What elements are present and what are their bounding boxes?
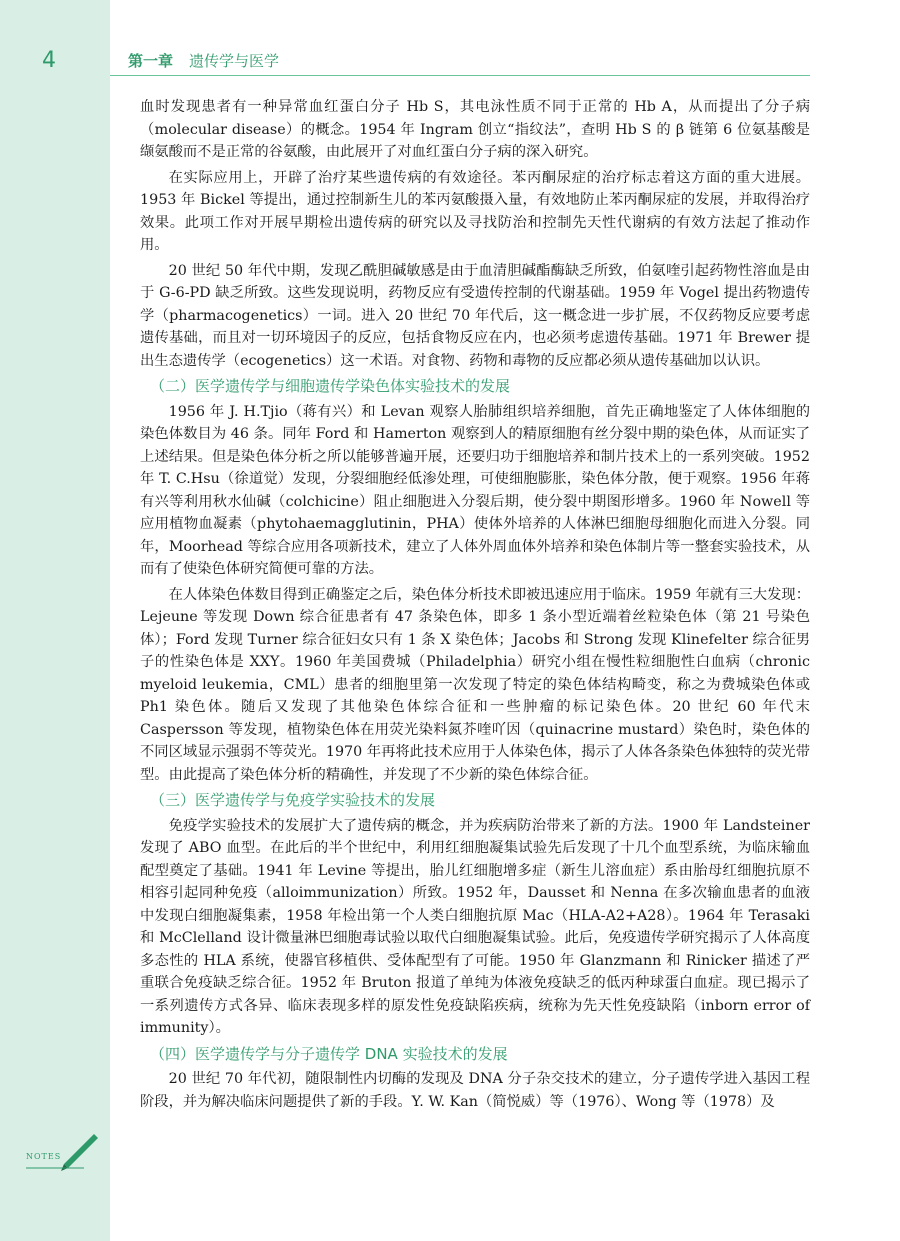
paragraph: 在人体染色体数目得到正确鉴定之后，染色体分析技术即被迅速应用于临床。1959 年就有三大发现：Lejeune 等发现 Down 综合征患者有 47 条染色体，即多 1 条小型近端着丝粒染色体（第 21 号染色体）；Ford 发现 Turner 综合征妇女只有 1 条 X 染色体；Jacobs 和 Strong 发现 Klinefelter 综合征男子的性染色体是 XXY。1960 年美国费城（Philadelphia）研究小组在慢性粒细胞性白血病（chronic myeloid leukemia，CML）患者的细胞里第一次发现了特定的染色体结构畸变，称之为费城染色体或 Ph1 染色体。随后又发现了其他染色体综合征和一些肿瘤的标记染色体。20 世纪 60 年代末 Caspersson 等发现，植物染色体在用荧光染料氮芥喹吖因（quinacrine mustard）染色时，染色体的不同区域显示强弱不等荧光。1970 年再将此技术应用于人体染色体，揭示了人体各条染色体独特的荧光带型。由此提高了染色体分析的精确性，并发现了不少新的染色体综合征。 [140,586,810,783]
chapter-label: 第一章 [128,52,174,70]
running-header [128,50,808,71]
notes-area [24,1130,104,1174]
notes-label: NOTES [26,1152,62,1161]
section-heading: （四）医学遗传学与分子遗传学 DNA 实验技术的发展 [150,1044,508,1063]
paragraph: 20 世纪 50 年代中期，发现乙酰胆碱敏感是由于血清胆碱酯酶缺乏所致，伯氨喹引起药物性溶血是由于 G-6-PD 缺乏所致。这些发现说明，药物反应有受遗传控制的代谢基础。1959 年 Vogel 提出药物遗传学（pharmacogenetics）一词。进入 20 世纪 70 年代后，这一概念进一步扩展，不仅药物反应要考虑遗传基础，而且对一切环境因子的反应，包括食物反应在内，也必须考虑遗传基础。1971 年 Brewer 提出生态遗传学（ecogenetics）这一术语。对食物、药物和毒物的反应都必须从遗传基础加以认识。 [140,262,810,369]
section-heading: （二）医学遗传学与细胞遗传学染色体实验技术的发展 [150,377,511,395]
paragraph: 20 世纪 70 年代初，随限制性内切酶的发现及 DNA 分子杂交技术的建立，分子遗传学进入基因工程阶段，并为解决临床问题提供了新的手段。Y. W. Kan（简悦威）等（1976）、Wong 等（1978）及 [140,1071,810,1110]
paragraph: 免疫学实验技术的发展扩大了遗传病的概念，并为疾病防治带来了新的方法。1900 年 Landsteiner 发现了 ABO 血型。在此后的半个世纪中，利用红细胞凝集试验先后发现了十几个血型系统，为临床输血配型奠定了基础。1941 年 Levine 等提出，胎儿红细胞增多症（新生儿溶血症）系由胎母红细胞抗原不相容引起同种免疫（alloimmunization）所致。1952 年，Dausset 和 Nenna 在多次输血患者的血液中发现白细胞凝集素，1958 年检出第一个人类白细胞抗原 Mac（HLA-A2+A28）。1964 年 Terasaki 和 McClelland 设计微量淋巴细胞毒试验以取代白细胞凝集试验。此后，免疫遗传学研究揭示了人体高度多态性的 HLA 系统，使器官移植供、受体配型有了可能。1950 年 Glanzmann 和 Rinicker 描述了严重联合免疫缺乏综合征。1952 年 Bruton 报道了单纯为体液免疫缺乏的低丙种球蛋白血症。现已揭示了一系列遗传方式各异、临床表现多样的原发性免疫缺陷疾病，统称为先天性免疫缺陷（inborn error of immunity）。 [140,817,810,1036]
chapter-title: 遗传学与医学 [189,52,280,70]
paragraph: 血时发现患者有一种异常血红蛋白分子 Hb S，其电泳性质不同于正常的 Hb A，从而提出了分子病（molecular disease）的概念。1954 年 Ingram 创立“指纹法”，查明 Hb S 的 β 链第 6 位氨基酸是缬氨酸而不是正常的谷氨酸，由此展开了对血红蛋白分子病的深入研究。 [140,99,810,160]
margin-sidebar [0,0,110,1241]
body-text [140,96,810,1116]
paragraph: 在实际应用上，开辟了治疗某些遗传病的有效途径。苯丙酮尿症的治疗标志着这方面的重大进展。1953 年 Bickel 等提出，通过控制新生儿的苯丙氨酸摄入量，有效地防止苯丙酮尿症的发展，并取得治疗效果。此项工作对开展早期检出遗传病的研究以及寻找防治和控制先天性代谢病的有效方法起了推动作用。 [140,169,810,253]
header-rule [110,75,810,76]
section-heading: （三）医学遗传学与免疫学实验技术的发展 [150,791,436,809]
paragraph: 1956 年 J. H.Tjio（蒋有兴）和 Levan 观察人胎肺组织培养细胞，首先正确地鉴定了人体体细胞的染色体数目为 46 条。同年 Ford 和 Hamerton 观察到人的精原细胞有丝分裂中期的染色体，从而证实了上述结果。但是染色体分析之所以能够普遍开展，还要归功于细胞培养和制片技术上的一系列突破。1952 年 T. C.Hsu（徐道觉）发现，分裂细胞经低渗处理，可使细胞膨胀，染色体分散，便于观察。1956 年蒋有兴等利用秋水仙碱（colchicine）阻止细胞进入分裂后期，使分裂中期图形增多。1960 年 Nowell 等应用植物血凝素（phytohaemagglutinin，PHA）使体外培养的人体淋巴细胞母细胞化而进入分裂。同年，Moorhead 等综合应用各项新技术，建立了人体外周血体外培养和染色体制片等一整套实验技术，从而有了使染色体研究简便可靠的方法。 [140,403,810,577]
page-number: 4 [42,48,56,73]
